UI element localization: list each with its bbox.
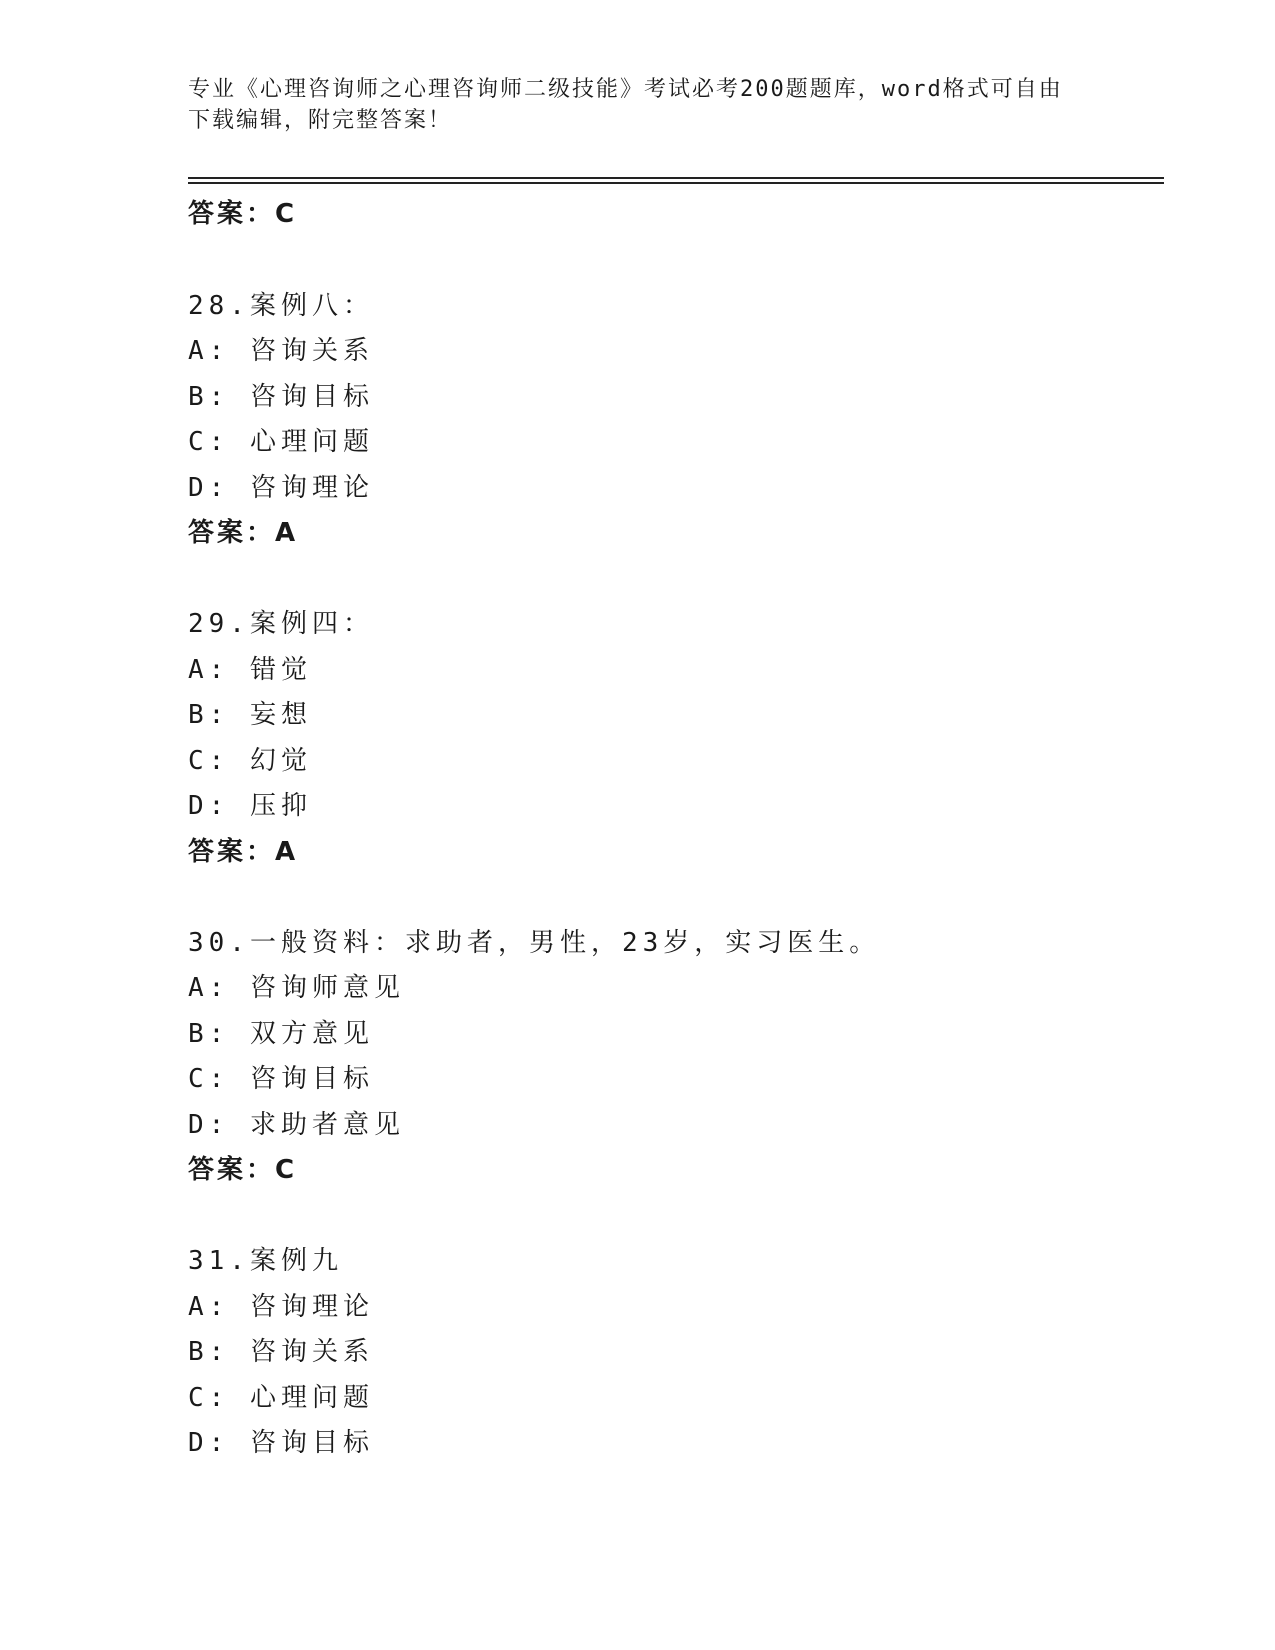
option-c: C: 咨询目标 xyxy=(188,1064,374,1094)
option-d: D: 咨询理论 xyxy=(188,472,374,503)
option-c: C: 心理问题 xyxy=(188,427,374,457)
answer-line: 答案：C xyxy=(188,1155,298,1185)
question-list xyxy=(188,192,1164,1467)
question-stem: 30.一般资料：求助者，男性，23岁，实习医生。 xyxy=(188,927,881,958)
option-b: B: 咨询目标 xyxy=(188,381,374,412)
option-d: D: 咨询目标 xyxy=(188,1428,374,1458)
question-stem: 28.案例八： xyxy=(188,290,374,321)
option-b: B: 妄想 xyxy=(188,700,312,730)
option-a: A: 咨询理论 xyxy=(188,1291,374,1322)
option-a: A: 咨询关系 xyxy=(188,336,374,366)
option-a: A: 错觉 xyxy=(188,654,312,685)
spacer xyxy=(188,238,1164,284)
option-d: D: 求助者意见 xyxy=(188,1109,405,1140)
option-c: C: 心理问题 xyxy=(188,1382,374,1413)
question-stem: 31.案例九 xyxy=(188,1246,343,1276)
option-b: B: 双方意见 xyxy=(188,1018,374,1049)
spacer xyxy=(188,1194,1164,1240)
option-b: B: 咨询关系 xyxy=(188,1337,374,1367)
question-block-29 xyxy=(188,602,1164,875)
question-block-28 xyxy=(188,284,1164,557)
option-a: A: 咨询师意见 xyxy=(188,973,405,1003)
question-block-31 xyxy=(188,1239,1164,1467)
header-divider-top xyxy=(188,177,1164,179)
spacer xyxy=(188,875,1164,921)
spacer xyxy=(188,557,1164,603)
option-d: D: 压抑 xyxy=(188,791,312,821)
answer-line: 答案：A xyxy=(188,518,299,548)
document-header: 专业《心理咨询师之心理咨询师二级技能》考试必考200题题库，word格式可自由下载编辑，附完整答案！ xyxy=(188,77,1063,133)
answer-line: 答案：A xyxy=(188,836,299,867)
question-block-30 xyxy=(188,921,1164,1194)
answer-line: 答案：C xyxy=(188,199,298,229)
header-divider-bottom xyxy=(188,182,1164,184)
question-stem: 29.案例四： xyxy=(188,609,374,639)
option-c: C: 幻觉 xyxy=(188,745,312,776)
